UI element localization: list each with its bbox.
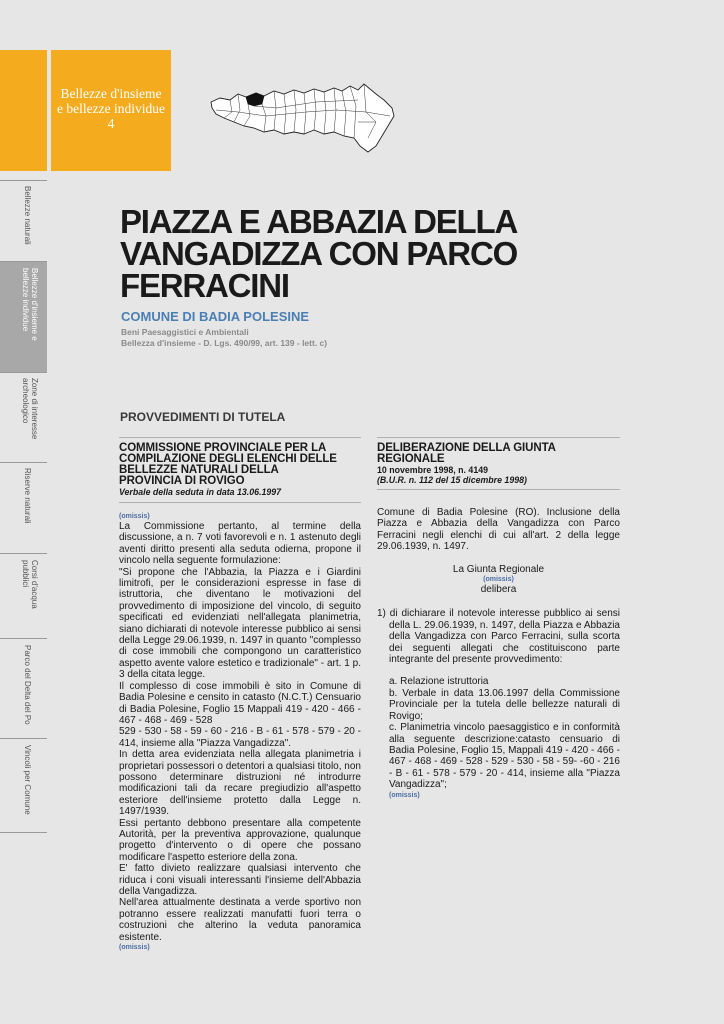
sidebar-divider [0,372,47,373]
delibera-item-1: 1) di dichiarare il notevole interesse pubblico ai sensi della L. 29.06.1939, n. 1497, della Piazza e Abbazia della Vangadizza con Parco Ferracini, sulla scorta dei seguenti allegati che costituiscono parte integrante del presente provvedimento: [377,608,620,666]
right-column-heading [377,443,620,465]
column-rule [377,437,620,438]
paragraph: 529 - 530 - 58 - 59 - 60 - 216 - B - 61 - 578 - 579 - 20 - 414, insieme alla "Piazza Vangadizza". [119,726,361,749]
paragraph: Essi pertanto debbono presentare alla competente Autorità, per la preventiva approvazione, qualunque progetto d'intervento o di opere che possano modificare l'aspetto esteriore della zona. [119,817,361,863]
sidebar-divider [0,738,47,739]
heading-line: BELLEZZE NATURALI DELLA [119,464,279,476]
heading-line: DELIBERAZIONE DELLA GIUNTA [377,442,556,454]
paragraph: Il complesso di cose immobili è sito in Comune di Badia Polesine e censito in catasto (N.C.T.) Censuario di Badia Polesine, Foglio 15 Mappali 419 - 420 - 466 - 467 - 468 - 469 - 528 [119,680,361,726]
omissis-note: (omissis) [119,944,150,952]
title-line: PIAZZA E ABBAZIA DELLA [120,203,518,240]
delibera-sub-b: b. Verbale in data 13.06.1997 della Commissione Provinciale per la tutela delle bellezze naturali di Rovigo; [389,687,620,722]
left-column-body [119,521,361,943]
giunta-label: La Giunta Regionale [452,563,545,575]
subtitle-line: Beni Paesaggistici e Ambientali [121,327,249,337]
right-column [377,437,620,800]
accent-block-left [0,50,47,171]
delibera-sub-a: a. Relazione istruttoria [389,676,489,688]
verbale-meta: Verbale della seduta in data 13.06.1997 [119,487,282,497]
column-rule [377,489,620,490]
section-heading: PROVVEDIMENTI DI TUTELA [120,410,286,424]
heading-line: PROVINCIA DI ROVIGO [119,475,245,487]
omissis-note: (omissis) [389,791,420,799]
bur-reference: (B.U.R. n. 112 del 15 dicembre 1998) [377,475,527,485]
heading-line: COMPILAZIONE DEGLI ELENCHI DELLE [119,453,337,465]
series-line-1: Bellezze d'insieme [60,86,162,101]
sidebar-tab-bellezze-naturali[interactable]: Bellezze naturali [23,186,32,245]
sidebar-divider [0,553,47,554]
series-number: 4 [107,116,115,131]
subtitle [121,327,327,348]
heading-line: REGIONALE [377,453,445,465]
paragraph: E' fatto divieto realizzare qualsiasi intervento che riduca i coni visuali interessanti l'insieme dell'Abbazia della Vangadizza. [119,863,361,897]
omissis-note: (omissis) [483,576,514,584]
sidebar-divider [0,261,47,262]
left-column [119,437,361,952]
delibera-intro: Comune di Badia Polesine (RO). Inclusione della Piazza e Abbazia della Vangadizza con Parco Ferracini negli elenchi di cui all'art. 2 della legge 29.06.1939, n. 1497. [377,507,620,553]
sidebar-divider [0,832,47,833]
paragraph: Nell'area attualmente destinata a verde sportivo non potranno essere realizzati manufatti fuori terra o costruzioni che alterino la veduta panoramica esistente. [119,897,361,943]
sidebar-tab-vincoli-comune[interactable]: Vincoli per Comune [23,745,32,815]
sidebar-divider [0,180,47,181]
title-line: FERRACINI [120,267,289,304]
column-rule [119,502,361,503]
sidebar-tab-riserve-naturali[interactable]: Riserve naturali [23,468,32,524]
sidebar-tab-corsi-acqua[interactable]: Corsi d'acqua pubblici [21,560,39,609]
paragraph: "Si propone che l'Abbazia, la Piazza e i Giardini limitrofi, per le considerazioni espresse in fase di istruttoria, che diventano le motivazioni del provvedimento di imposizione del vincolo, di seguito specificati ed evidenziati nell'allegata planimetria, siano dichiarati di notevole interesse pubblico ai sensi della Legge 29.06.1939, n. 1497 in quanto "complesso di cose immobili che compongono un caratteristico aspetto avente valore estetico e tradizionale" - art. 1 p. 3 della citata legge. [119,566,361,681]
column-rule [119,437,361,438]
sidebar-tab-bellezze-insieme[interactable]: Bellezze d'insieme e bellezze individue [21,268,39,341]
sidebar-tab-parco-delta[interactable]: Parco del Delta del Po [23,645,32,725]
comune-name: COMUNE DI BADIA POLESINE [121,309,310,324]
province-map-icon [208,82,396,154]
series-title [51,86,171,131]
paragraph: La Commissione pertanto, al termine della discussione, a n. 7 voti favorevoli e n. 1 astenuto degli aventi diritto presenti alla seduta odierna, propone il vincolo nella seguente formulazione: [119,521,361,567]
left-column-heading [119,443,361,487]
series-line-2: e bellezze individue [57,101,165,116]
paragraph: In detta area evidenziata nella allegata planimetria i proprietari possessori o detentori a qualsiasi titolo, non possono determinare distruzioni né introdurre modificazioni tali da recare pregiudizio all'aspetto esteriore dell'insieme protetto dalla Legge n. 1497/1939. [119,749,361,818]
sidebar-tab-zone-archeologiche[interactable]: Zone di interesse archeologico [21,378,39,440]
sidebar-divider [0,462,47,463]
title-line: VANGADIZZA CON PARCO [120,235,518,272]
delibera-date: 10 novembre 1998, n. 4149 [377,465,489,475]
subtitle-line: Bellezza d'insieme - D. Lgs. 490/99, art. 139 - lett. c) [121,337,328,348]
sidebar-divider [0,638,47,639]
delibera-label: delibera [480,584,517,596]
page-title [120,203,518,304]
omissis-note: (omissis) [119,513,150,520]
heading-line: COMMISSIONE PROVINCIALE PER LA [119,442,327,454]
delibera-sub-c: c. Planimetria vincolo paesaggistico e in conformità alla seguente descrizione:catasto censuario di Badia Polesine, Foglio 15, Mappali 419 - 420 - 466 - 467 - 468 - 469 - 528 - 529 - 530 - 58 - 59- -60 - 216 - B - 61 - 578 - 579 - 20 - 414, insieme alla "Piazza Vangadizza"; [389,722,620,791]
